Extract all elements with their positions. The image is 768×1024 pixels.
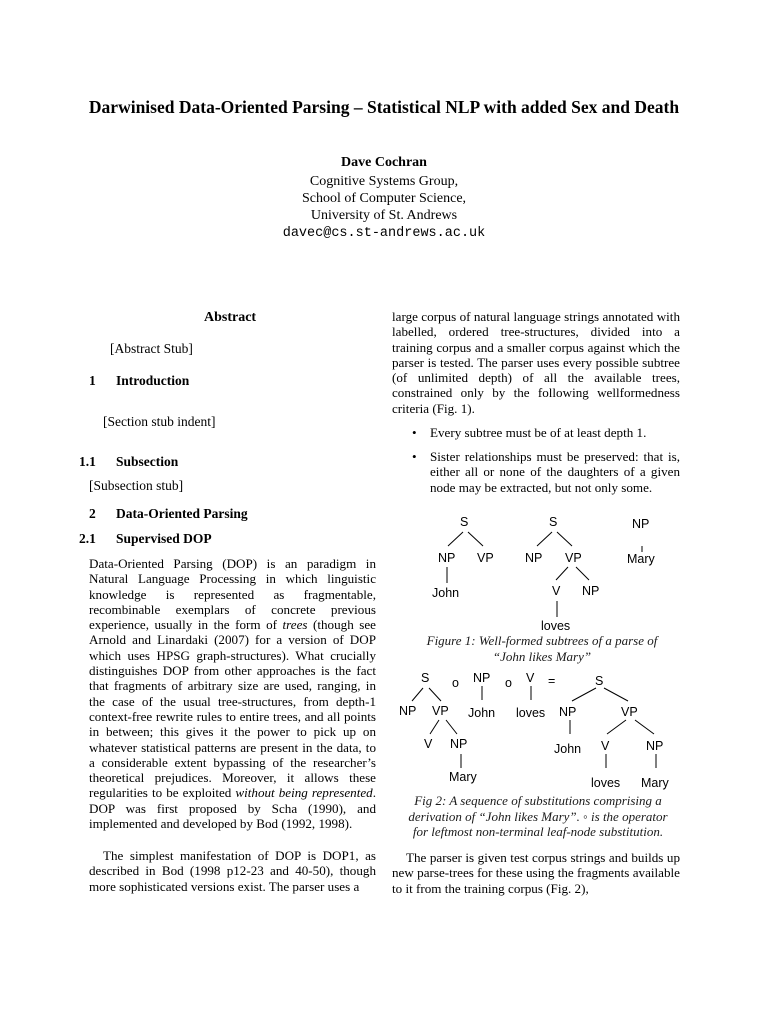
paper-title: Darwinised Data-Oriented Parsing – Statistical NLP with added Sex and Death (88, 97, 680, 117)
node-S: S (549, 515, 558, 529)
affiliation-line-1: Cognitive Systems Group, (309, 174, 459, 189)
leaf-Mary: Mary (627, 552, 655, 566)
section-number: 1 (89, 373, 96, 388)
leaf-Mary: Mary (449, 770, 477, 784)
equals-sign: = (548, 674, 556, 688)
node-NP: NP (450, 737, 468, 751)
caption-line: Fig 2: A sequence of substitutions comprising a (414, 793, 662, 808)
author-name: Dave Cochran (341, 155, 427, 170)
bullet-text: Every subtree must be of at least depth 1. (430, 425, 647, 440)
figure-1 (400, 512, 690, 634)
node-V: V (526, 671, 535, 685)
section-title: Subsection (116, 454, 179, 469)
node-V: V (601, 739, 610, 753)
node-NP: NP (559, 705, 577, 719)
body-paragraph-1 (89, 556, 376, 831)
node-S: S (595, 674, 604, 688)
node-VP: VP (477, 551, 494, 565)
section-1-stub: [Section stub indent] (103, 414, 216, 429)
leaf-loves: loves (591, 776, 621, 790)
node-S: S (460, 515, 469, 529)
section-title: Data-Oriented Parsing (116, 506, 248, 521)
body-paragraph-3: large corpus of natural language strings annotated with labelled, ordered tree-structures, divided into a training corpus and a smaller corpus against which the parser is tested. The parser uses every possible subtree (of unlimited depth) of all the available trees, constrained only by the following wellformedness criteria (Fig. 1). (392, 309, 680, 416)
text-run: . DOP was first proposed by Scha (1990), and implemented and developed by Bod (1992, 1998). (89, 785, 376, 832)
node-NP: NP (473, 671, 491, 685)
section-title: Introduction (116, 373, 190, 388)
leaf-John: John (432, 586, 460, 600)
figure-1-caption (392, 633, 692, 664)
leaf-John: John (554, 742, 582, 756)
caption-line: for leftmost non-terminal leaf-node substitution. (412, 824, 664, 839)
node-NP: NP (632, 517, 650, 531)
text-run: (though see Arnold and Linardaki (2007) for a version of DOP which uses HPSG graph-structures). What crucially distinguishes DOP from other approaches is the fact that fragments of arbitrary size are used, ranging, in the case of the usual tree-structures, from depth-1 context-free rewrite rules to entire trees, and all points in between; this gives it the power to pick up on whatever statistical patterns are present in the data, to a considerable extent bypassing of the researcher’s theoretical prejudices. Moreover, it allows these regularities to be exploited (89, 617, 376, 801)
abstract-stub: [Abstract Stub] (110, 341, 193, 356)
bullet-text: Sister relationships must be preserved: that is, either all or none of the daughters of a given node may be extracted, but not only some. (430, 449, 680, 495)
emphasis: without being represented (235, 785, 373, 801)
figure-2-caption (388, 793, 688, 840)
figure-2 (395, 668, 690, 792)
node-S: S (421, 671, 430, 685)
section-number: 2.1 (79, 531, 96, 546)
bullet-icon: • (412, 449, 417, 464)
section-title: Supervised DOP (116, 531, 212, 546)
operator-circle: o (505, 676, 512, 690)
leaf-loves: loves (516, 706, 546, 720)
node-VP: VP (565, 551, 582, 565)
section-1-1-stub: [Subsection stub] (89, 478, 184, 493)
caption-line: derivation of “John likes Mary”. ◦ is the operator (408, 808, 668, 824)
affiliation-line-3: University of St. Andrews (310, 208, 458, 223)
node-NP: NP (438, 551, 456, 565)
node-VP: VP (432, 704, 449, 718)
figure-2-edges (395, 668, 690, 792)
section-number: 2 (89, 506, 96, 521)
node-NP: NP (582, 584, 600, 598)
text-run: Data-Oriented Parsing (DOP) is an paradigm in Natural Language Processing in which linguistic knowledge is represented as fragmentable, recombinable exemplars of concrete previous experience, usually in the form of (89, 556, 376, 633)
operator-circle: o (452, 676, 459, 690)
node-NP: NP (646, 739, 664, 753)
bullet-icon: • (412, 425, 417, 440)
abstract-heading: Abstract (204, 310, 257, 325)
node-V: V (552, 584, 561, 598)
author-email: davec@cs.st-andrews.ac.uk (282, 226, 486, 241)
emphasis: trees (282, 617, 308, 633)
affiliation-line-2: School of Computer Science, (301, 191, 467, 206)
body-paragraph-2: The simplest manifestation of DOP is DOP1, as described in Bod (1998 p12-23 and 40-50), though more sophisticated versions exist. The parser uses a (89, 848, 376, 894)
node-NP: NP (525, 551, 543, 565)
leaf-Mary: Mary (641, 776, 669, 790)
section-number: 1.1 (79, 454, 96, 469)
leaf-loves: loves (541, 619, 571, 633)
node-NP: NP (399, 704, 417, 718)
node-V: V (424, 737, 433, 751)
body-paragraph-4: The parser is given test corpus strings and builds up new parse-trees for these using the fragments available to it from the training corpus (Fig. 2), (392, 850, 680, 896)
caption-line: Figure 1: Well-formed subtrees of a parse of (426, 633, 658, 648)
node-VP: VP (621, 705, 638, 719)
leaf-John: John (468, 706, 496, 720)
caption-line: “John likes Mary” (492, 648, 592, 664)
